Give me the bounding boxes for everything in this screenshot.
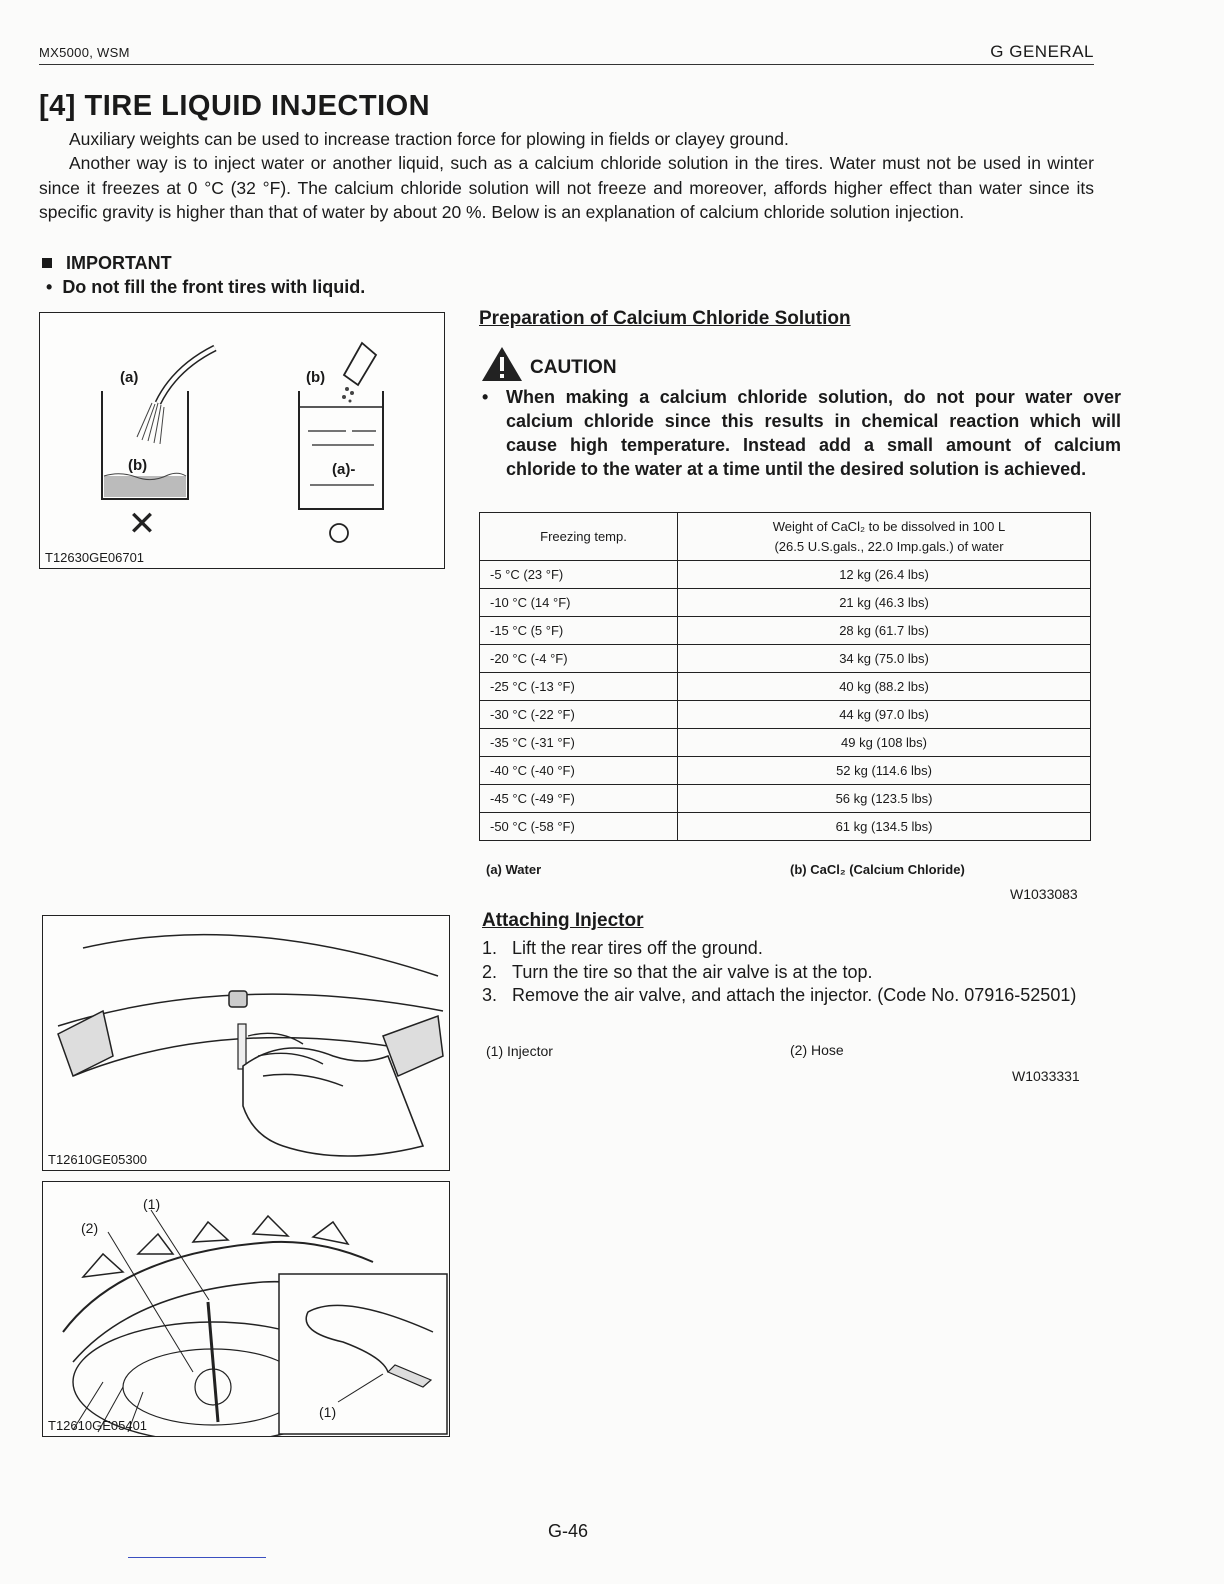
figure-code: T12610GE05300 [48,1152,148,1167]
cell-freezing-temp: -20 °C (-4 °F) [480,645,678,673]
step-text: Lift the rear tires off the ground. [512,938,763,958]
footer-line [128,1557,266,1558]
legend-cacl2: (b) CaCl₂ (Calcium Chloride) [790,862,965,877]
attaching-steps [482,937,1100,1008]
step-number: 1. [482,938,498,958]
figure-mixing [39,312,445,569]
table-row [480,617,1091,645]
label-b-right: (b) [306,369,326,386]
figure-injector [42,1181,450,1437]
table-code: W1033083 [1010,886,1078,902]
table-row [480,757,1091,785]
mixing-illustration [40,313,444,568]
cell-freezing-temp: -45 °C (-49 °F) [480,785,678,813]
cell-weight: 44 kg (97.0 lbs) [678,701,1091,729]
table-row [480,813,1091,841]
cell-freezing-temp: -50 °C (-58 °F) [480,813,678,841]
step-text: Turn the tire so that the air valve is at the top. [512,961,873,982]
bullet-icon: • [482,387,489,407]
intro-paragraph-2: Another way is to inject water or another liquid, such as a calcium chloride solution in the tires. Water must not be used in winter since it freezes at 0 °C (32 °F). The calcium chloride solution will not freeze and moreover, affords higher effect than water since its specific gravity is higher than that of water by about 20 %. Below is an explanation of calcium chloride solution injection. [39,153,1094,222]
attaching-heading: Attaching Injector [482,910,644,931]
header-doc-id: MX5000, WSM [39,45,130,60]
right-mark-icon [330,524,348,542]
step-number: 2. [482,961,498,982]
header-rule [39,64,1094,65]
step-item [482,961,1100,985]
cell-weight: 28 kg (61.7 lbs) [678,617,1091,645]
cell-freezing-temp: -10 °C (14 °F) [480,589,678,617]
page-title: [4] TIRE LIQUID INJECTION [39,90,431,122]
cell-weight: 12 kg (26.4 lbs) [678,561,1091,589]
important-label: IMPORTANT [66,253,172,273]
attaching-code: W1033331 [1012,1068,1080,1084]
cell-freezing-temp: -40 °C (-40 °F) [480,757,678,785]
cell-freezing-temp: -25 °C (-13 °F) [480,673,678,701]
cell-weight: 21 kg (46.3 lbs) [678,589,1091,617]
table-row [480,729,1091,757]
prep-heading: Preparation of Calcium Chloride Solution [479,308,851,329]
header-section: G GENERAL [990,42,1094,61]
caution-label: CAUTION [530,357,617,378]
warning-triangle-icon [480,345,524,383]
table-row [480,589,1091,617]
cell-freezing-temp: -15 °C (5 °F) [480,617,678,645]
right-mark-text: ○ [339,552,340,553]
important-item [46,277,365,298]
table-row [480,645,1091,673]
col-header-weight-line1: Weight of CaCl₂ to be dissolved in 100 L [772,518,1006,534]
legend-water: (a) Water [486,862,542,877]
step-item [482,937,1100,961]
table-row [480,561,1091,589]
step-number: 3. [482,985,498,1005]
important-heading [42,253,172,274]
legend-injector: (1) Injector [486,1043,553,1059]
table-row [480,701,1091,729]
cell-freezing-temp: -35 °C (-31 °F) [480,729,678,757]
figure-code: T12630GE06701 [45,550,145,565]
step-item [482,984,1100,1008]
label-a-left: (a) [120,369,139,386]
bullet-icon: • [46,277,63,297]
cell-freezing-temp: -30 °C (-22 °F) [480,701,678,729]
intro-paragraph-1: Auxiliary weights can be used to increase traction force for plowing in fields or clayey ground. [69,129,789,149]
table-row [480,673,1091,701]
label-hose: (2) [81,1220,99,1236]
label-a-right: (a)- [332,461,356,478]
legend-hose: (2) Hose [790,1042,844,1058]
wrong-mark-icon: ✕ [127,504,157,544]
figure-air-valve [42,915,450,1171]
col-header-freezing-temp: Freezing temp. [480,513,678,561]
important-item-text: Do not fill the front tires with liquid. [62,277,366,297]
cell-weight: 49 kg (108 lbs) [678,729,1091,757]
injector-illustration [43,1182,449,1436]
cell-weight: 56 kg (123.5 lbs) [678,785,1091,813]
air-valve-illustration [43,916,449,1170]
caution-text-content: When making a calcium chloride solution, do not pour water over calcium chloride since this results in chemical reaction which will cause high temperature. Instead add a small amount of calcium chloride to the water at a time until the desired solution is achieved. [506,387,1121,479]
cell-weight: 34 kg (75.0 lbs) [678,645,1091,673]
table-row [480,785,1091,813]
label-b-left: (b) [128,457,148,474]
figure-code: T12610GE05401 [48,1418,148,1433]
cell-weight: 52 kg (114.6 lbs) [678,757,1091,785]
page-number: G-46 [548,1521,589,1541]
calcium-chloride-table [479,512,1091,841]
label-injector-inset: (1) [319,1404,337,1420]
step-text: Remove the air valve, and attach the injector. (Code No. 07916-52501) [512,985,1077,1005]
col-header-weight [678,513,1091,561]
col-header-weight-line2: (26.5 U.S.gals., 22.0 Imp.gals.) of water [774,538,1004,554]
cell-weight: 40 kg (88.2 lbs) [678,673,1091,701]
caution-text [480,385,1121,481]
label-injector-top: (1) [143,1196,161,1212]
table-body [480,561,1091,841]
cell-freezing-temp: -5 °C (23 °F) [480,561,678,589]
cell-weight: 61 kg (134.5 lbs) [678,813,1091,841]
square-bullet-icon [42,258,52,268]
